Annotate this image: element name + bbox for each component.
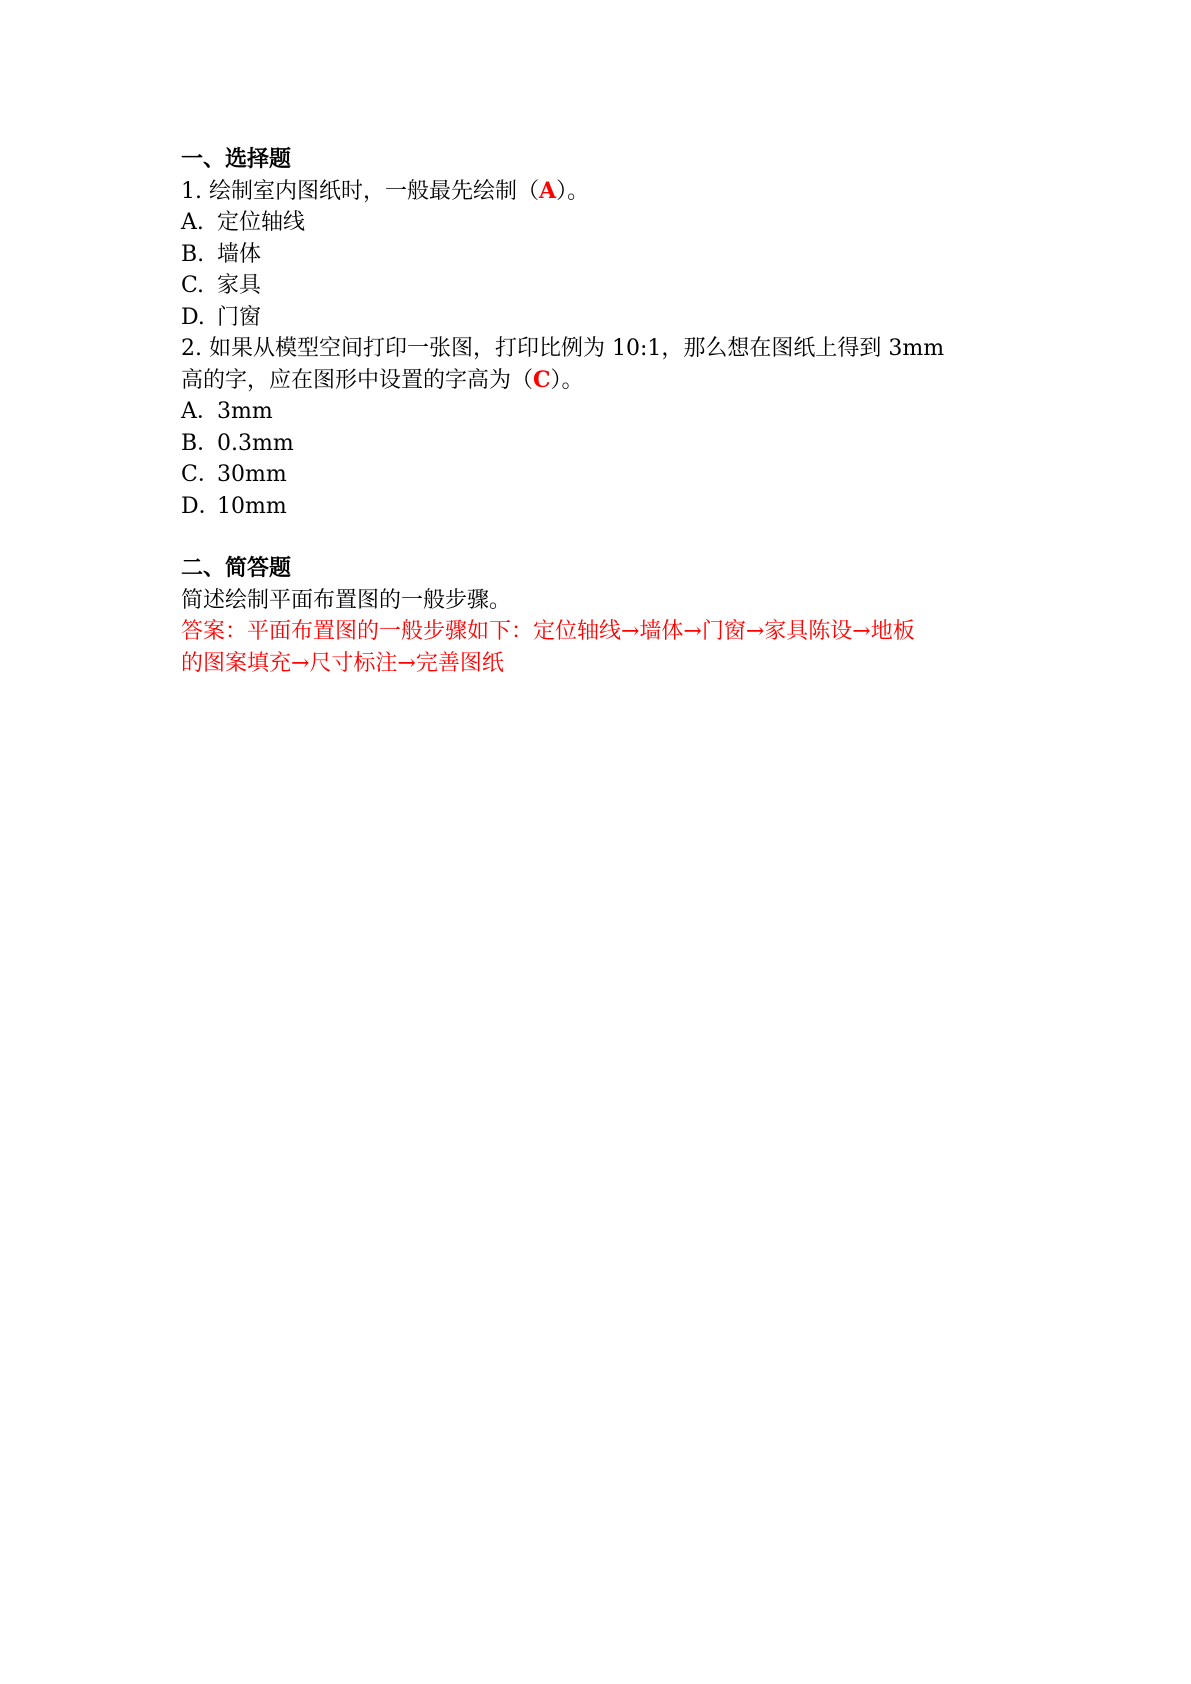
q1-option-d [181,302,1011,334]
short-answer-line-1: 答案：平面布置图的一般步骤如下：定位轴线→墙体→门窗→家具陈设→地板 [181,619,915,644]
question-1-suffix: ）。 [556,178,590,204]
question-2-text: 高的字，应在图形中设置的字高为（ [181,367,534,393]
option-text: 门窗 [217,304,262,330]
option-text: 30mm [217,462,287,487]
q2-option-a [181,396,1011,428]
option-text: 定位轴线 [217,210,306,235]
q1-option-a [181,207,1011,239]
section-spacer [181,522,1011,553]
option-label: C. [181,273,205,298]
question-2-line-1: 2. 如果从模型空间打印一张图，打印比例为 10:1，那么想在图纸上得到 3mm [181,336,945,361]
option-text: 0.3mm [217,430,294,456]
short-answer-question: 简述绘制平面布置图的一般步骤。 [181,587,512,613]
q2-option-c [181,459,1011,491]
option-label: D． [181,493,221,519]
q2-option-b [181,428,1011,460]
q1-option-b [181,239,1011,271]
document-body [181,144,1011,679]
section-title-choice: 一、选择题 [181,146,292,172]
option-label: B． [181,430,220,456]
option-label: A. [181,210,204,235]
question-1-answer: A [539,177,557,204]
question-2-line-2 [181,365,1011,397]
q1-option-c [181,270,1011,302]
option-text: 家具 [217,273,262,298]
option-text: 墙体 [217,241,262,267]
short-answer-line-2: 的图案填充→尺寸标注→完善图纸 [181,650,504,676]
question-2-answer: C [533,366,551,393]
question-1-text: 1. 绘制室内图纸时，一般最先绘制（ [181,178,539,204]
option-text: 3mm [217,399,273,424]
option-label: B. [181,241,205,267]
option-label: D. [181,304,205,330]
q2-option-d [181,491,1011,523]
option-label: C． [181,462,220,487]
option-label: A． [181,399,219,424]
question-1 [181,176,1011,208]
question-2-suffix: ）。 [550,367,584,393]
option-text: 10mm [217,493,287,519]
section-title-short-answer: 二、简答题 [181,555,292,581]
